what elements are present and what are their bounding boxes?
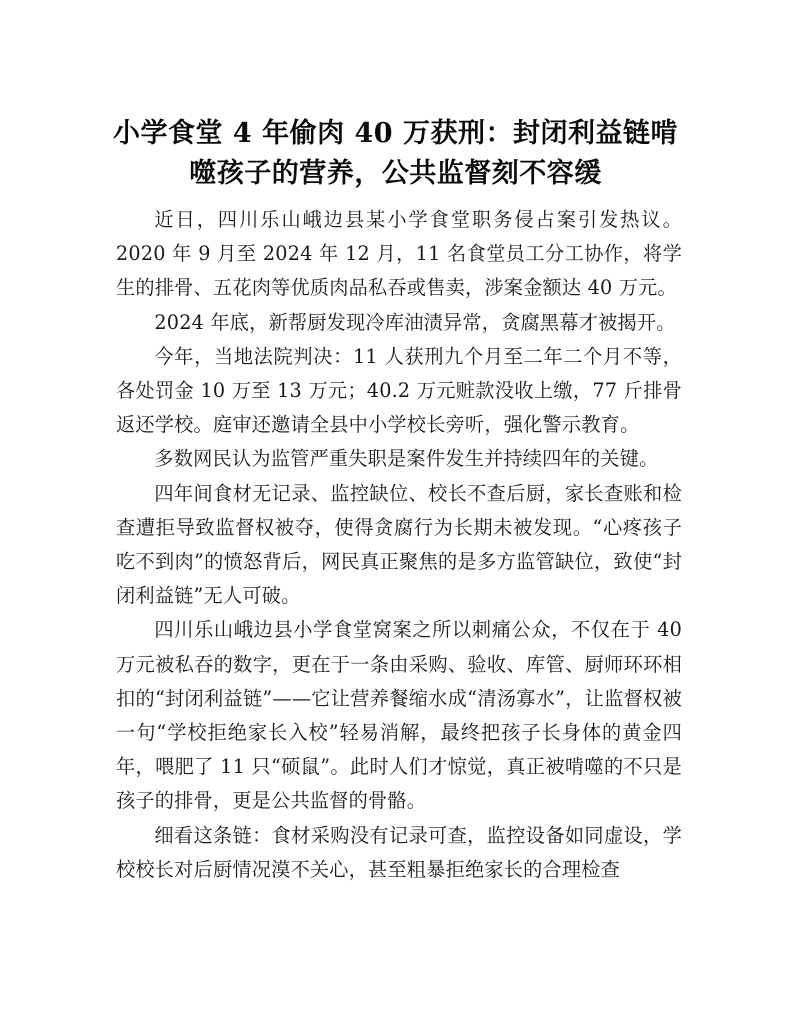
article-body xyxy=(116,203,682,887)
paragraph-verdict: 今年，当地法院判决：11 人获刑九个月至二年二个月不等，各处罚金 10 万至 13 万元；40.2 万元赃款没收上缴，77 斤排骨返还学校。庭审还邀请全县中小学校长旁听，强化警示教育。 xyxy=(116,344,682,437)
paragraph-oversight-failure: 四年间食材无记录、监控缺位、校长不查后厨，家长查账和检查遭拒导致监督权被夺，使得贪腐行为长期未被发现。“心疼孩子吃不到肉”的愤怒背后，网民真正聚焦的是多方监管缺位，致使“封闭利益链”无人可破。 xyxy=(116,481,682,608)
article-title: 小学食堂 4 年偷肉 40 万获刑：封闭利益链啃噬孩子的营养，公共监督刻不容缓 xyxy=(113,118,678,190)
paragraph-closed-chain: 四川乐山峨边县小学食堂窝案之所以刺痛公众，不仅在于 40 万元被私吞的数字，更在于一条由采购、验收、库管、厨师环环相扣的“封闭利益链”——它让营养餐缩水成“清汤寡水”，让监督权被一句“学校拒绝家长入校”轻易消解，最终把孩子长身体的黄金四年，喂肥了 11 只“硕鼠”。此时人们才惊觉，真正被啃噬的不只是孩子的排骨，更是公共监督的骨骼。 xyxy=(116,618,682,813)
paragraph-public-opinion: 多数网民认为监管严重失职是案件发生并持续四年的关键。 xyxy=(154,447,659,471)
paragraph-intro: 近日，四川乐山峨边县某小学食堂职务侵占案引发热议。2020 年 9 月至 2024 年 12 月，11 名食堂员工分工协作，将学生的排骨、五花肉等优质肉品私吞或售卖，涉案金额达 40 万元。 xyxy=(116,208,682,300)
paragraph-discovery: 2024 年底，新帮厨发现冷库油渍异常，贪腐黑幕才被揭开。 xyxy=(154,310,676,334)
paragraph-chain-analysis: 细看这条链：食材采购没有记录可查，监控设备如同虚设，学校校长对后厨情况漠不关心，甚至粗暴拒绝家长的合理检查 xyxy=(116,823,682,881)
